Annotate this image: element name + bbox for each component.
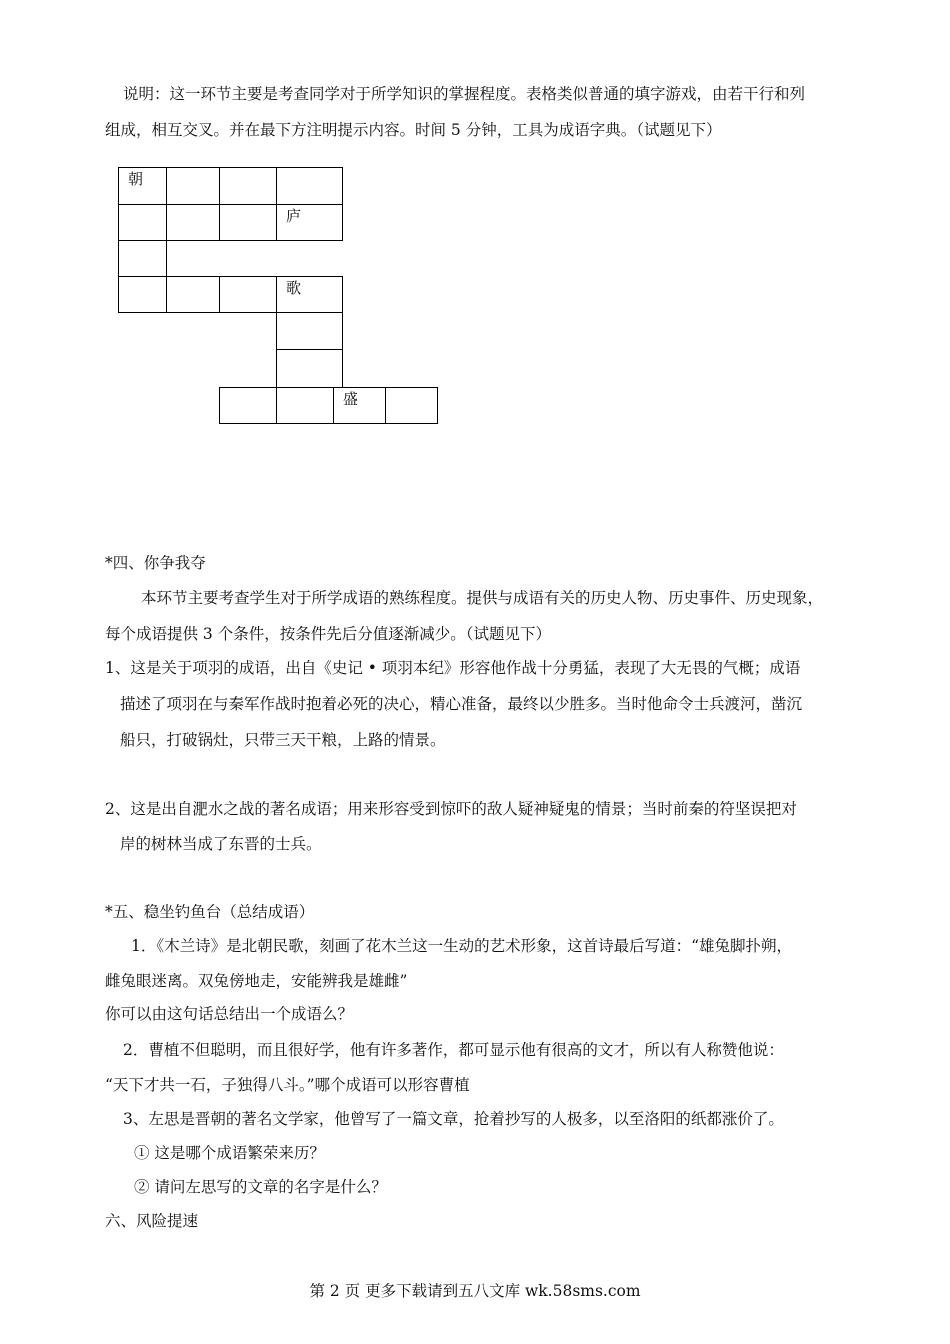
crossword-cell[interactable] [219, 204, 277, 241]
section5-item-1-line-1: 1．《木兰诗》是北朝民歌，刻画了花木兰这一生动的艺术形象，这首诗最后写道：“雄兔脚扑朔， [131, 937, 793, 955]
crossword-grid [0, 0, 950, 500]
crossword-cell[interactable] [276, 167, 343, 205]
section5-item-1-line-3: 你可以由这句话总结出一个成语么？ [105, 1005, 354, 1023]
crossword-cell[interactable] [166, 167, 220, 205]
section6-heading: 六、风险提速 [105, 1212, 199, 1230]
crossword-cell[interactable] [276, 387, 334, 424]
page-footer: 第 2 页 更多下载请到五八文库 wk.58sms.com [309, 1282, 641, 1300]
crossword-cell[interactable] [118, 240, 167, 277]
crossword-cell[interactable] [118, 276, 167, 313]
crossword-cell[interactable]: 朝 [118, 167, 167, 205]
section4-desc-2: 每个成语提供 3 个条件，按条件先后分值逐渐减少。（试题见下） [105, 625, 551, 643]
crossword-cell[interactable]: 盛 [333, 387, 386, 424]
intro-line-1: 说明：这一环节主要是考查同学对于所学知识的掌握程度。表格类似普通的填字游戏，由若干行和列 [123, 85, 806, 103]
section5-item-3-sub-1: ① 这是哪个成语繁荣来历？ [134, 1144, 325, 1162]
question-2-line-1: 2、这是出自淝水之战的著名成语；用来形容受到惊吓的敌人疑神疑鬼的情景；当时前秦的符坚误把对 [105, 800, 797, 818]
section5-item-1-line-2: 雌兔眼迷离。双兔傍地走，安能辨我是雄雌” [105, 972, 408, 990]
section5-heading: *五、稳坐钓鱼台（总结成语） [105, 903, 315, 921]
intro-line-2: 组成，相互交叉。并在最下方注明提示内容。时间 5 分钟，工具为成语字典。（试题见下） [105, 121, 722, 139]
crossword-cell[interactable] [166, 276, 220, 313]
crossword-cell[interactable]: 庐 [276, 204, 343, 241]
question-2-line-2: 岸的树林当成了东晋的士兵。 [120, 835, 322, 853]
crossword-cell[interactable] [166, 204, 220, 241]
crossword-cell[interactable] [219, 276, 277, 313]
crossword-cell[interactable] [276, 349, 343, 388]
crossword-cell[interactable]: 歌 [276, 276, 343, 313]
section5-item-2-line-2: “天下才共一石，子独得八斗。”哪个成语可以形容曹植 [105, 1076, 470, 1094]
section5-item-3-sub-2: ② 请问左思写的文章的名字是什么？ [134, 1178, 387, 1196]
crossword-cell[interactable] [118, 204, 167, 241]
section4-heading: *四、你争我夺 [105, 554, 206, 572]
crossword-cell[interactable] [385, 387, 438, 424]
section5-item-2-line-1: 2．曹植不但聪明，而且很好学，他有许多著作，都可显示他有很高的文才，所以有人称赞他说： [123, 1041, 784, 1059]
section4-desc-1: 本环节主要考查学生对于所学成语的熟练程度。提供与成语有关的历史人物、历史事件、历史现象， [141, 589, 824, 607]
crossword-cell[interactable] [276, 312, 343, 350]
question-1-line-2: 描述了项羽在与秦军作战时抱着必死的决心，精心准备，最终以少胜多。当时他命令士兵渡河，凿沉 [120, 695, 803, 713]
question-1-line-3: 船只，打破锅灶，只带三天干粮，上路的情景。 [120, 731, 446, 749]
question-1-line-1: 1、这是关于项羽的成语，出自《史记 • 项羽本纪》形容他作战十分勇猛，表现了大无畏的气概；成语 [105, 659, 801, 677]
crossword-cell[interactable] [219, 387, 277, 424]
section5-item-3-line-1: 3、左思是晋朝的著名文学家，他曾写了一篇文章，抢着抄写的人极多，以至洛阳的纸都涨价了。 [123, 1110, 784, 1128]
crossword-cell[interactable] [219, 167, 277, 205]
